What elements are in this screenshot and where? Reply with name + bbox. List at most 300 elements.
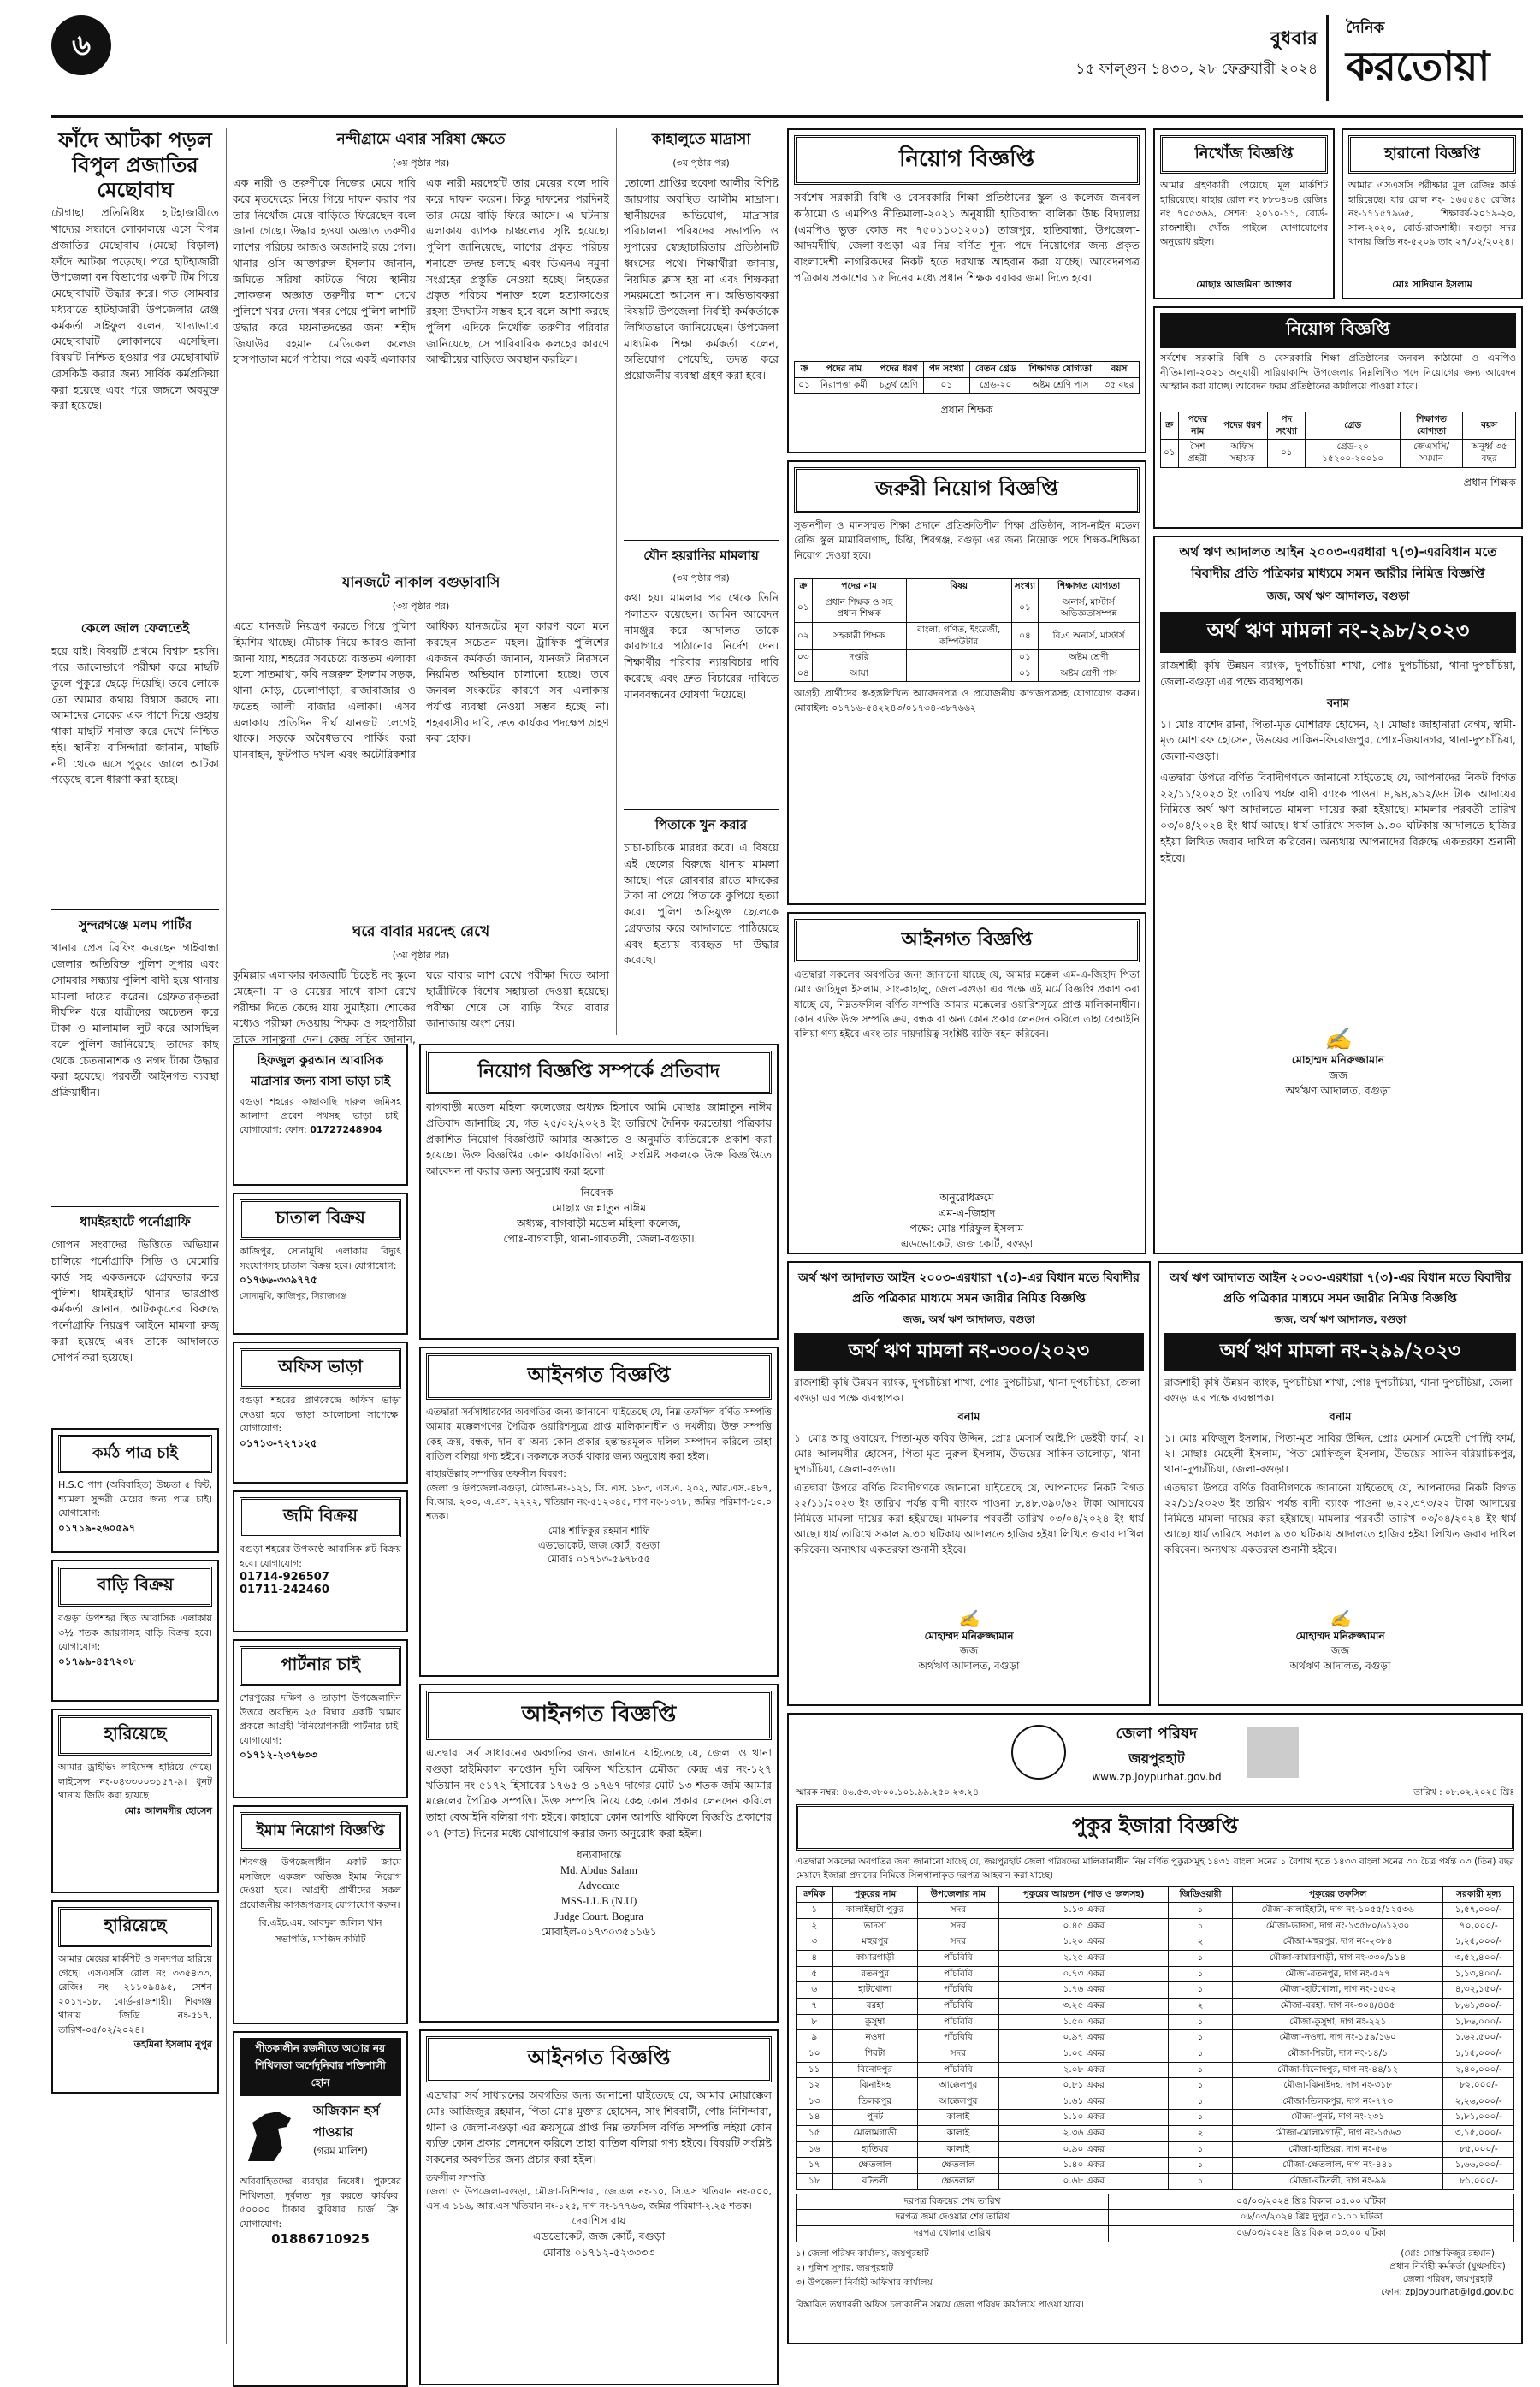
table-cell: ৬ (797, 1982, 833, 1999)
table-cell: মৌজা-হাতিয়র, দাগ নং-৫৬ (1232, 2141, 1443, 2158)
table-cell: ০১ (795, 595, 813, 622)
table-row (797, 1982, 1514, 1999)
ad-ain1: আইনগত বিজ্ঞপ্তি এতদ্বারা সকলের অবগতির জন্য জানানো যাচ্ছে যে, আমার মক্কেল এম-এ-জিহাদ পিতা মোঃ জাহিদুল ইসলাম, সাং-কাহালু, জেলা-বগুড়া এর পক্ষে এই মর্মে বিজ্ঞপ্তি প্রকাশ করা যাচ্ছে যে, নিম্নতফসিল বর্ণিত সম্পত্তি আমার মক্কেলের ওয়ারিশসূত্রে প্রাপ্ত মালিকানাধীন। কোন ব্যক্তি উক্ত সম্পত্তি ক্রয়, বন্ধক বা অন্য কোন প্রকার লেনদেন করিলে তাহা বেআইনি বলিয়া গণ্য হইবে এবং তার দায়দায়িত্ব সংশ্লিষ্ট ব্যক্তি বহন করিবেন। অনুরোধক্রমে এম-এ-জিহাদ পক্ষে: মোঃ শরিফুল ইসলাম এডভোকেট, জজ কোর্ট, বগুড়া (787, 912, 1146, 1254)
table-row (797, 2014, 1514, 2030)
table-cell: ৯ (797, 2030, 833, 2046)
table-cell: মৌজা-শিরটা, দাগ নং-১৪/১ (1232, 2046, 1443, 2062)
table-cell: ৩,৫২,৪০০/- (1443, 1951, 1514, 1967)
table-cell: ১,১৩,৪০০/- (1443, 1966, 1514, 1982)
ad-niyog-2: নিয়োগ বিজ্ঞপ্তি সর্বশেষ সরকারি বিধি ও বেসরকারি শিক্ষা প্রতিষ্ঠানের জনবল কাঠামো ও এমপিও নীতিমালা-২০২১ অনুযায়ী সারিয়াকান্দি উপজেলার নিম্নলিখিত পদে নিয়োগের জন্য আবেদন আহ্বান করা যাচ্ছে। আবেদন ফরম প্রতিষ্ঠানের কার্যালয়ে পাওয়া যাবে। ক্র পদের নাম পদের ধরণ পদ সংখ্যা গ্রেড শিক্ষাগত যোগ্যতা বয়স ০১ সৈশ প্রহরী অফিস সহায়ক ০১ গ্রেড-২০ ১৫২০০-২০০১০ জেএসসি/সমমান অনূর্ধ্ব ৩৫ বছর প্রধান শিক্ষক (1153, 306, 1523, 529)
table-cell: বি.এ অনার্স, মাস্টার্স (1039, 622, 1140, 649)
table-cell: ২ (1169, 1934, 1232, 1951)
table-cell: আক্কেলপুর (917, 2094, 998, 2110)
table-cell: অনার্স, মাস্টার্স অভিজ্ঞতাসম্পন্ন (1039, 595, 1140, 622)
table-row (797, 1998, 1514, 2014)
table-cell: ভাদসা (832, 1918, 917, 1934)
article-body: চৌগাছা প্রতিনিধিঃ হাটহাজারীতে খাদ্যের সন্ধানে লোকালয়ে এসে বিপন্ন প্রজাতির মেছোবাঘ (মেছো বিড়াল) ফাঁদে আটকা পড়েছে। পরে হাটহাজারী উপজেলা বন বিভাগের একটি টিম গিয়ে মেছোবাঘটি উদ্ধার করে। গত সোমবার মধ্যরাতে হাটহাজারী উপজেলার রেঞ্জ কর্মকর্তা সাইফুল বলেন, খাদ্যাভাবে মেছোবাঘটি লোকালয়ে এসেছিল। বিষয়টি নিশ্চিত হওয়ার পর মেছোবাঘটি রেসকিউ করার জন্য সার্বিক কর্মপ্রক্রিয়া করা হয়েছে এবং পরে জঙ্গলে অবমুক্ত করা হয়েছে। (51, 206, 219, 412)
table-cell: উপজেলার নাম (917, 1886, 998, 1903)
table-cell: বরহা (832, 1998, 917, 2014)
table-cell: পাঁচবিবি (917, 1998, 998, 2014)
table-cell: দরপত্র খোলার তারিখ (797, 2225, 1109, 2242)
table-cell: সহকারী শিক্ষক (812, 622, 906, 649)
table-cell: ১ (797, 1903, 833, 1919)
table-row (797, 2174, 1514, 2190)
table-cell: অনূর্ধ্ব ৩৫ বছর (1463, 440, 1516, 467)
newspaper-logo: দৈনিক করতোয়া (1326, 15, 1523, 101)
emblem-icon (1011, 1725, 1066, 1780)
table-cell: ৪,৩২,১৫০/- (1443, 1982, 1514, 1999)
judge-signature: ✍ (958, 1608, 980, 1629)
table-cell: ১.৭৬ একর (998, 1982, 1168, 1999)
table-cell: পদ সংখ্যা (1268, 412, 1306, 440)
table-cell: মৌজা-পুনট, দাগ নং-২৩১ (1232, 2110, 1443, 2126)
table-cell: সদর (917, 1934, 998, 1951)
table-cell: অফিস সহায়ক (1217, 440, 1267, 467)
table-cell: ১.০৫ একর (998, 2046, 1168, 2062)
table-cell: ৮ (797, 2014, 833, 2030)
table-row (795, 377, 1140, 394)
table-cell: ১ (1169, 2046, 1232, 2062)
right-ads-area (787, 128, 1523, 2344)
vacancy-table (1160, 412, 1516, 468)
table-cell: শিক্ষাগত যোগ্যতা (1022, 362, 1099, 378)
horse-icon (240, 2101, 308, 2170)
date-line: ১৫ ফাল্গুন ১৪৩০, ২৮ ফেব্রুয়ারী ২০২৪ (1075, 61, 1318, 78)
table-cell: ১ (1169, 1982, 1232, 1999)
table-cell: ১০ (797, 2046, 833, 2062)
table-cell: ১.১৩ একর (998, 1903, 1168, 1919)
table-cell: ০৫/০৩/২০২৪ খ্রিঃ বিকাল ০৫.০০ ঘটিকা (1109, 2194, 1514, 2210)
table-cell: গ্রেড (1306, 412, 1401, 440)
table-cell: ০১ (1011, 595, 1038, 622)
table-cell: ৮১,০০০/- (1443, 2174, 1514, 2190)
article-body: কুমিল্লার এলাকার কাজবাটি চিড়েষ্ট নং স্কুলে মেহেনা। মা ও মেয়ের সাথে বাসা রেখে পরীক্ষা দিতে কেন্দ্রে যায় সুমাইয়া। শোকের মধ্যেও পরীক্ষা দেওয়ায় শিক্ষক ও সহপাঠীরা তাকে সান্ত্বনা দেন। কেন্দ্র সচিব জানান, ঘরে বাবার লাশ রেখে পরীক্ষা দিতে আসা ছাত্রীটিকে বিশেষ সহায়তা দেওয়া হয়েছে। পরীক্ষা শেষে সে বাড়ি ফিরে বাবার জানাজায় অংশ নেয়। (233, 968, 609, 1045)
ad-kormo: কর্মঠ পাত্র চাই H.S.C পাশ (অবিবাহিত) উচ্চতা ৫ ফিট, শ্যামলা সুন্দরী মেয়ের জন্য পাত্র চাই। যোগাযোগ: ০১৭১৯-২৬০৫৯৭ (51, 1428, 219, 1553)
table-cell: ৩ (797, 1934, 833, 1951)
table-cell: মৌজা-কুসুম্বা, দাগ নং-২২১ (1232, 2014, 1443, 2030)
table-cell: ক্র (1161, 412, 1179, 440)
ad-hariyeche-2: হারিয়েছে আমার মেয়ের মার্কশিট ও সনদপত্র হারিয়ে গেছে। এসএসসি রোল নং ৩৩৫৪৩৩, রেজিঃ নং ২১১০৯৪৯৫, সেশন ২০১৭-১৮, বোর্ড-রাজশাহী। শিবগঞ্জ থানায় জিডি নং-৫১৭, তারিখ-০৫/০২/২০২৪। তহমিনা ইসলাম নুপুর (51, 1900, 219, 2094)
table-cell: ১,৬৬,০০০/- (1443, 2158, 1514, 2174)
table-cell: পাঁচবিবি (917, 1951, 998, 1967)
table-row (797, 2110, 1514, 2126)
table-cell: প্রধান শিক্ষক ও সহ প্রধান শিক্ষক (812, 595, 906, 622)
table-cell: মৌজা-কালাইহাটা, দাগ নং-১০৫৫/১২৫৩৬ (1232, 1903, 1443, 1919)
table-cell: ১.৫০ একর (998, 2014, 1168, 2030)
ad-jomi: জমি বিক্রয় বগুড়া শহরের উপকণ্ঠে আবাসিক প্লট বিক্রয় হবে। যোগাযোগ: 01714-926507 01711-242460 (233, 1490, 408, 1632)
table-cell: পাঁচবিবি (917, 2062, 998, 2078)
table-cell: ১১ (797, 2062, 833, 2078)
table-header-row (797, 1886, 1514, 1903)
table-cell: ৫ (797, 1966, 833, 1982)
ad-sheetkal: শীতকালীন রজনীতে অার নয় শিথিলতা অর্শেদুনিবার শক্তিশালী হোন অজিকান হর্স পাওয়ার (গরম মালিশ) অবিবাহিতদের ব্যবহার নিষেধ। পুরুষের শিথিলতা, দুর্বলতা দূর করতে কার্যকর। ৫০০০০ টাকার কুরিয়ার চার্জ ফ্রি। যোগাযোগ: 01886710925 (233, 2031, 408, 2387)
table-row (797, 1934, 1514, 1951)
table-cell: ০৪ (795, 666, 813, 682)
table-row (797, 2141, 1514, 2158)
table-row (797, 1903, 1514, 1919)
table-cell: ০১ (1161, 440, 1179, 467)
table-cell: সৈশ প্রহরী (1178, 440, 1217, 467)
table-row (797, 1918, 1514, 1934)
headline: ফাঁদে আটকা পড়ল বিপুল প্রজাতির মেছোবাঘ (58, 128, 212, 202)
ad-hariyeche-1: হারিয়েছে আমার ড্রাইভিং লাইসেন্স হারিয়ে গেছে। লাইসেন্স নং-০৪৩৩০০৩১৫৭-৯। ধুনট থানায় জিডি করা হয়েছে। মোঃ আলমগীর হোসেন (51, 1709, 219, 1893)
table-cell: আক্কেলপুর (917, 2078, 998, 2094)
table-cell: ১.২০ একর (998, 1934, 1168, 1951)
table-cell: পুকুরের আয়তন (পাড় ও জলসহ) (998, 1886, 1168, 1903)
table-row (795, 622, 1140, 649)
list-item: ৩) উপজেলা নির্বাহী অফিসার কার্যালয় (796, 2277, 933, 2288)
table-cell: পাঁচবিবি (917, 2014, 998, 2030)
table-cell: অষ্টম শ্রেণি পাস (1022, 377, 1099, 394)
table-cell: জিডিওয়ারী (1169, 1886, 1232, 1903)
table-row (797, 2158, 1514, 2174)
table-row (797, 2210, 1514, 2226)
table-cell: ১ (1169, 2030, 1232, 2046)
table-cell: হাতিয়র (832, 2141, 917, 2158)
table-row (797, 2030, 1514, 2046)
table-row (795, 666, 1140, 682)
table-row (797, 2062, 1514, 2078)
table-cell (906, 595, 1011, 622)
table-cell: ১৫ (797, 2126, 833, 2142)
article-body: খানার প্রেস ব্রিফিং করেছেন গাইবান্ধা জেলার অতিরিক্ত পুলিশ সুপার এবং সোমবার সন্ধ্যায় পুলিশ বাদী হয়ে থানায় মামলা দায়ের করেন। গ্রেফতারকৃতরা দীর্ঘদিন ধরে যাত্রীদের অচেতন করে টাকা ও মালামাল লুট করে আসছিল বলে পুলিশ জানিয়েছে। তাদের কাছ থেকে চেতনানাশক ও নগদ টাকা উদ্ধার করা হয়েছে। পরবর্তী আইনগত ব্যবস্থা প্রক্রিয়াধীন। (51, 941, 219, 1099)
table-cell: মৌজা-ক্ষেতলাল, দাগ নং-৪৪১ (1232, 2158, 1443, 2174)
table-cell: ঝিনাইদহ (832, 2078, 917, 2094)
article-body: এক নারী ও তরুণীকে নিজের মেয়ে দাবি করে মৃতদেহের নিয়ে গিয়ে দাফন করার পর তার নিখোঁজ মেয়ে বাড়িতে ফিরেছেন বলে জানা গেছে। উদ্ধার হওয়া অজ্ঞাত তরুণীর লাশের পরিচয় আজও অজানাই রয়ে গেল। থানার ওসি আক্তারুল ইসলাম জানান, জমিতে সরিষা কাটতে গিয়ে স্থানীয় লোকজন অজ্ঞাত তরুণীর লাশ দেখে পুলিশে খবর দেন। খবর পেয়ে পুলিশ লাশটি উদ্ধার করে ময়নাতদন্তের জন্য শহীদ জিয়াউর রহমান মেডিকেল কলেজ হাসপাতাল মর্গে পাঠায়। পরে একই এলাকার এক নারী মরদেহটি তার মেয়ের বলে দাবি করে দাফন করেন। কিন্তু দাফনের পরদিনই তার মেয়ে বাড়ি ফিরে আসে। এ ঘটনায় এলাকায় ব্যাপক চাঞ্চল্যের সৃষ্টি হয়েছে। পুলিশ জানিয়েছে, লাশের প্রকৃত পরিচয় শনাক্তে তদন্ত চলছে এবং ডিএনএ নমুনা সংগ্রহের প্রস্তুতি নেওয়া হচ্ছে। নিহতের প্রকৃত পরিচয় শনাক্ত হলে হত্যাকাণ্ডের রহস্য উদঘাটন সম্ভব হবে বলে আশা করছে পুলিশ। এদিকে নিখোঁজ তরুণীর পরিবার জানিয়েছে, সে পারিবারিক কলহের কারণে আত্মীয়ের বাড়িতে অবস্থান করছিল। (233, 176, 609, 366)
pond-table (796, 1886, 1514, 2190)
table-cell: ৩.২৫ একর (998, 1998, 1168, 2014)
table-cell: সংখ্যা (1011, 579, 1038, 595)
ad-pukur-izara: জেলা পরিষদ জয়পুরহাট www.zp.joypurhat.gov.bd স্মারক নম্বর: ৪৬.৫৩.৩৮০০.১০১.৯৯.২৫০.২৩.২৪ তারিখ : ০৮.০২.২০২৪ খ্রিঃ পুকুর ইজারা বিজ্ঞপ্তি এতদ্বারা সকলের অবগতির জন্য জানানো যাচ্ছে যে, জয়পুরহাট জেলা পরিষদের মালিকানাধীন নিম্ন বর্ণিত পুকুরসমূহ ১৪৩১ বাংলা সনের ১ বৈশাখ হতে ১৪৩৩ বাংলা সনের ৩০ চৈত্র পর্যন্ত ০৩ (তিন) বছর মেয়াদে ইজারা প্রদানের নিমিত্তে সিলগালাকৃত দরপত্র আহবান করা যাচ্ছে। ক্রমিক পুকুরের নাম উপজেলার নাম পুকুরের আয়তন (পাড় ও জলসহ) জিডিওয়ারী পুকুরের তফসিল সরকারী মূল্য ১ কালাইহাটা পুকুর সদর ১.১৩ একর ১ মৌজা-কালাইহাটা, দাগ নং-১০৫৫/১২৫৩৬ ১,৫৭,০০০/- ২ ভাদসা সদর ০.৪৫ একর ১ মৌজা-ভাদসা, দাগ নং-১৩৫৮০/৬১২৩০ ৭০,০০০/- ৩ মহুরপুর সদর ১.২০ একর ২ মৌজা-মহুরপুর, দাগ নং-২৩৮৪ ১,২৫,০০০/- ৪ কামারগাড়ী পাঁচবিবি ২.২৫ একর ১ মৌজা-কামারগাড়ী, দাগ নং-৩৩০/১১৪ ৩,৫২,৪০০/- ৫ রতনপুর পাঁচবিবি ০.৭৩ একর ১ মৌজা-রতনপুর, দাগ নং-৫২৭ ১,১৩,৪০০/- ৬ হাটখোলা পাঁচবিবি ১.৭৬ একর ১ মৌজা-হাটখোলা, দাগ নং-১৫৩২ ৪,৩২,১৫০/- ৭ বরহা পাঁচবিবি ৩.২৫ একর ২ মৌজা-বরহা, দাগ নং-৩০৪/৪৪৫ ৮,৬১,৩০০/- ৮ কুসুম্বা পাঁচবিবি ১.৫০ একর ১ মৌজা-কুসুম্বা, দাগ নং-২২১ ১,৮৬,০০০/- ৯ নওদা পাঁচবিবি ০.৯৭ একর ১ মৌজা-নওদা, দাগ নং-১৫৯/১৬০ ১,৬২,৫০০/- ১০ শিরটা সদর ১.০৫ একর ১ মৌজা-শিরটা, দাগ নং-১৪/১ ১,১৫,০০০/- ১১ বিনোদপুর পাঁচবিবি ২.০৮ একর ১ মৌজা-বিনোদপুর, দাগ নং-৪৪/১২ ২,৪০,০০০/- ১২ ঝিনাইদহ আক্কেলপুর ০.৮১ একর ১ মৌজা-ঝিনাইদহ, দাগ নং-৩১৮ ৮২,০০০/- ১৩ তিলকপুর আক্কেলপুর ১.৬১ একর ১ মৌজা-তিলকপুর, দাগ নং-৭৭৩ ২,২৬,০০০/- ১৪ পুনট কালাই ১.১০ একর ১ মৌজা-পুনট, দাগ নং-২৩১ ১,৮১,০০০/- ১৫ মোলামগাড়ী কালাই ২.৩৬ একর ২ মৌজা-মোলামগাড়ী, দাগ নং-১৫৬৩ ৩,১৫,০০০/- ১৬ হাতিয়র কালাই ০.৯০ একর ১ মৌজা-হাতিয়র, দাগ নং-৫৬ ৮৫,০০০/- ১৭ ক্ষেতলাল ক্ষেতলাল ১.৪০ একর ১ মৌজা-ক্ষেতলাল, দাগ নং-৪৪১ ১,৬৬,০০০/- ১৮ বটতলী ক্ষেতলাল ০.৬৮ একর ১ মৌজা-বটতলী, দাগ নং-৯৯ ৮১,০০০/- দরপত্র বিক্রয়ের শেষ তারিখ ০৫/০৩/২০২৪ খ্রিঃ বিকাল ০৫.০০ ঘটিকা দরপত্র জমা দেওয়ার শেষ তারিখ ০৬/০৩/২০২৪ খ্রিঃ দুপুর ০১.০০ ঘটিকা দরপত্র খোলার তারিখ ০৬/০৩/২০২৪ খ্রিঃ বিকাল ০৩.০০ ঘটিকা ১) জেলা পরিষদ কার্যালয়, জয়পুরহাট ২) পুলিশ সুপার, জয়পুরহাট ৩) উপজেলা নির্বাহী অফিসার কার্যালয় (মোঃ মোস্তাফিজুর রহমান) প্রধান নির্বাহী কর্মকর্তা (যুগ্মসচিব) জেলা পরিষদ, জয়পুরহাট ফোন: zpjoypurhat@lgd.gov.bd বিস্তারিত তথ্যাবলী অফিস চলাকালীন সময়ে জেলা পরিষদ কার্যালয়ে পাওয়া যাবে। (787, 1713, 1523, 2344)
table-cell: ৮,৬১,৩০০/- (1443, 1998, 1514, 2014)
headline: কেলে জাল ফেলতেই (80, 620, 190, 637)
table-cell: ১ (1169, 2158, 1232, 2174)
ad-imam: ইমাম নিয়োগ বিজ্ঞপ্তি শিবগঞ্জ উপজেলাধীন একটি জামে মসজিদে একজন অভিজ্ঞ ইমাম নিয়োগ দেওয়া হবে। আগ্রহী প্রার্থীদের সকল প্রয়োজনীয় কাগজপত্রসহ যোগাযোগ করুন। বি.এইচ.এম. আবদুল জলিল খান সভাপতি, মসজিদ কমিটি (233, 1805, 408, 2024)
table-cell (906, 650, 1011, 666)
small-ads-column (233, 1044, 408, 2344)
continued-from: (৩য় পৃষ্ঠার পর) (392, 950, 450, 961)
continued-from: (৩য় পৃষ্ঠার পর) (392, 601, 450, 612)
table-cell: ০.৮১ একর (998, 2078, 1168, 2094)
table-cell: কুসুম্বা (832, 2014, 917, 2030)
table-cell: হাটখোলা (832, 1982, 917, 1999)
article-body: হয়ে যাই। বিষয়টি প্রথমে বিশ্বাস হয়নি। পরে জালেভাগে পরীক্ষা করে মাছটি তুলে পুকুরে ছেড়ে দিয়েছি। তবে লোকে তো আমার কথায় বিশ্বাস করছে না। আমাদের লেকের এক পাশে দিয়ে গুহায় থাকা মাছটি শনাক্ত করে দেখে নিশ্চিত হই। স্থানীয় বাসিন্দারা জানান, মাছটি নদী থেকে এসে পুকুরে জালে আটকা পড়েছে বলে ধারণা করা হচ্ছে। (51, 644, 219, 786)
table-cell: ৮৫,০০০/- (1443, 2141, 1514, 2158)
table-cell: মোলামগাড়ী (832, 2126, 917, 2142)
table-cell: গ্রেড-২০ ১৫২০০-২০০১০ (1306, 440, 1401, 467)
table-cell: ০৩ (795, 650, 813, 666)
news-column-3 (616, 128, 779, 1035)
table-cell: ৩,১৫,০০০/- (1443, 2126, 1514, 2142)
table-cell: ২.০৮ একর (998, 2062, 1168, 2078)
table-cell: ১ (1169, 1966, 1232, 1982)
headline: কাহালুতে মাদ্রাসা (651, 131, 751, 148)
table-row (797, 1951, 1514, 1967)
vacancy-table (794, 578, 1140, 682)
table-cell: মৌজা-রতনপুর, দাগ নং-৫২৭ (1232, 1966, 1443, 1982)
table-cell: বটতলী (832, 2174, 917, 2190)
table-row (797, 2194, 1514, 2210)
table-cell: মৌজা-বিনোদপুর, দাগ নং-৪৪/১২ (1232, 2062, 1443, 2078)
ad-protibad: নিয়োগ বিজ্ঞপ্তি সম্পর্কে প্রতিবাদ বাগবাড়ী মডেল মহিলা কলেজের অধ্যক্ষ হিসাবে আমি মোছাঃ জান্নাতুন নাঈম প্রতিবাদ জানাচ্ছি যে, গত ২৫/০২/২০২৪ ইং তারিখে দৈনিক করতোয়া পত্রিকায় প্রকাশিত নিয়োগ বিজ্ঞপ্তিটি আমার অজ্ঞাতে ও অনুমতি ব্যতিরেকে প্রকাশ করা হয়েছে। উক্ত বিজ্ঞপ্তির কোন কার্যকারিতা নাই। সংশ্লিষ্ট সকলকে উক্ত বিজ্ঞপ্তিতে আবেদন না করার জন্য অনুরোধ করা হলো। নিবেদক- মোছাঃ জান্নাতুন নাঈম অধ্যক্ষ, বাগবাড়ী মডেল মহিলা কলেজ, পোঃ-বাগবাড়ী, থানা-গাবতলী, জেলা-বগুড়া। (419, 1044, 779, 1340)
table-row (1161, 440, 1516, 467)
table-cell: সরকারী মূল্য (1443, 1886, 1514, 1903)
table-cell: পদের নাম (1178, 412, 1217, 440)
table-cell: পুকুরের তফসিল (1232, 1886, 1443, 1903)
table-cell: সদর (917, 2046, 998, 2062)
table-header-row (1161, 412, 1516, 440)
article-body: এতে যানজট নিয়ন্ত্রণ করতে গিয়ে পুলিশ হিমশিম খাচ্ছে। মৌচাক নিয়ে আরও জানা জানা যায়, শহরের সবচেয়ে ব্যস্ততম এলাকা হলো সাতমাথা, কবি নজরুল ইসলাম সড়ক, থানা মোড়, চেলোপাড়া, রাজাবাজার ও ফতেহ আলী বাজার এলাকা। এসব এলাকায় প্রতিদিন দীর্ঘ যানজট লেগেই থাকে। সড়কে অবৈধভাবে পার্কিং করা যানবাহন, ফুটপাত দখল এবং অটোরিকশার আধিক্য যানজটের মূল কারণ বলে মনে করছেন সচেতন মহল। ট্রাফিক পুলিশের একজন কর্মকর্তা জানান, যানজট নিরসনে নিয়মিত অভিযান চালানো হচ্ছে। তবে জনবল সংকটের কারণে সব এলাকায় পর্যাপ্ত ব্যবস্থা নেওয়া সম্ভব হচ্ছে না। শহরবাসীর দাবি, দ্রুত কার্যকর পদক্ষেপ গ্রহণ করা হোক। (233, 619, 609, 761)
weekday: বুধবার (1270, 28, 1318, 50)
table-cell: ১ (1169, 2094, 1232, 2110)
masthead (51, 15, 1523, 118)
table-row (797, 2126, 1514, 2142)
table-cell: ২ (797, 1918, 833, 1934)
headline: ধামইরহাটে পর্নোগ্রাফি (80, 1214, 191, 1230)
table-cell: পাঁচবিবি (917, 2030, 998, 2046)
table-cell: ১ (1169, 2141, 1232, 2158)
table-header-row (795, 579, 1140, 595)
table-row (797, 2046, 1514, 2062)
table-cell: ০৪ (1011, 622, 1038, 649)
judge-signature: ✍ (1324, 1026, 1353, 1052)
table-cell: মৌজা-হাটখোলা, দাগ নং-১৫৩২ (1232, 1982, 1443, 1999)
ad-court-299: অর্থ ঋণ আদালত আইন ২০০৩-এরধারা ৭(৩)-এর বিধান মতে বিবাদীর প্রতি পত্রিকার মাধ্যমে সমন জারীর নিমিত্ত বিজ্ঞপ্তি জজ, অর্থ ঋণ আদালত, বগুড়া অর্থ ঋণ মামলা নং-২৯৯/২০২৩ রাজশাহী কৃষি উন্নয়ন ব্যাংক, দুপচাঁচিয়া শাখা, পোঃ দুপচাঁচিয়া, থানা-দুপচাঁচিয়া, জেলা-বগুড়া এর পক্ষে ব্যবস্থাপক। বনাম ১। মোঃ মফিজুল ইসলাম, পিতা-মৃত সাবির উদ্দিন, প্রোঃ মেসার্স মেহেদী পোল্ট্রি ফার্ম, ২। মোছাঃ মেহেলী ইসলাম, পিতা-মোফিজুল ইসলাম, উভয়ের সাকিন-বরিয়াচিকপুর, থানা-দুপচাঁচিয়া, জেলা-বগুড়া। এতদ্বারা উপরে বর্ণিত বিবাদীগণকে জানানো যাইতেছে যে, আপনাদের নিকট বিগত ২২/১১/২০২৩ ইং তারিখ পর্যন্ত বাদী ব্যাংক পাওনা ৬,২২,৩৭৩/২২ টাকা আদায়ের নিমিত্তে মামলা দায়ের করা হইয়াছে। মামলার পরবর্তী তারিখ ০৩/০৪/২০২৪ ইং ধার্য আছে। ধার্য তারিখে সকাল ৯.৩০ ঘটিকায় আদালতে হাজির হইয়া লিখিত জবাব দাখিল করিবেন। অন্যথায় একতরফা শুনানী হইবে। ✍ মোহাম্মদ মনিরুজ্জামান জজ অর্থঋণ আদালত, বগুড়া (1158, 1261, 1523, 1706)
table-cell: ০১ (1268, 440, 1306, 467)
table-cell: ১৬ (797, 2141, 833, 2158)
table-cell: ক্র (795, 579, 813, 595)
table-cell: ৭০,০০০/- (1443, 1918, 1514, 1934)
table-cell: ১ (1169, 1903, 1232, 1919)
table-cell: ১৪ (797, 2110, 833, 2126)
continued-from: (৩য় পৃষ্ঠার পর) (672, 572, 730, 583)
table-cell: ২ (1169, 1998, 1232, 2014)
table-cell: নওদা (832, 2030, 917, 2046)
table-cell: বাংলা, গণিত, ইংরেজী, কম্পিউটার (906, 622, 1011, 649)
ad-partner: পার্টনার চাই শেরপুরের দক্ষিণ ও তাড়াশ উপজেলাদিন উত্তরে অবস্থিত ২৫ বিঘার একটি খামার প্রকল্পে আগ্রহী বিনিয়োগকারী পার্টনার চাই। যোগাযোগ: ০১৭১২-২৩৭৬৩৩ (233, 1639, 408, 1798)
table-cell: দরপত্র জমা দেওয়ার শেষ তারিখ (797, 2210, 1109, 2226)
table-cell: মৌজা-বটতলী, দাগ নং-৯৯ (1232, 2174, 1443, 2190)
table-cell: ২ (1169, 2126, 1232, 2142)
table-cell: ০.৯৭ একর (998, 2030, 1168, 2046)
table-cell (906, 666, 1011, 682)
table-cell: ১৩ (797, 2094, 833, 2110)
table-cell: ১.১০ একর (998, 2110, 1168, 2126)
table-cell: ২.২৫ একর (998, 1951, 1168, 1967)
table-cell: রতনপুর (832, 1966, 917, 1982)
table-cell: ১ (1169, 1951, 1232, 1967)
table-row (797, 2078, 1514, 2094)
schedule-table (796, 2194, 1514, 2242)
news-column-1 (51, 128, 227, 2344)
table-cell: ১,৮৬,০০০/- (1443, 2014, 1514, 2030)
table-cell: ১,৫৭,০০০/- (1443, 1903, 1514, 1919)
table-cell: ১৮ (797, 2174, 833, 2190)
table-cell: ক্ষেতলাল (832, 2158, 917, 2174)
table-cell: ০.৪৫ একর (998, 1918, 1168, 1934)
table-cell: শিক্ষাগত যোগ্যতা (1039, 579, 1140, 595)
table-cell: কালাই (917, 2110, 998, 2126)
table-cell: ০.৬৮ একর (998, 2174, 1168, 2190)
continued-from: (৩য় পৃষ্ঠার পর) (672, 157, 730, 169)
table-cell: শিরটা (832, 2046, 917, 2062)
table-cell: বিনোদপুর (832, 2062, 917, 2078)
table-cell: আয়া (812, 666, 906, 682)
table-cell: কামারগাড়ী (832, 1951, 917, 1967)
table-cell: কালাইহাটা পুকুর (832, 1903, 917, 1919)
continued-from: (৩য় পৃষ্ঠার পর) (392, 157, 450, 169)
table-cell: চতুর্থ শ্রেণি (874, 377, 923, 394)
portrait-icon (1247, 1727, 1299, 1778)
table-cell: পুকুরের নাম (832, 1886, 917, 1903)
table-cell: ২.৩৬ একর (998, 2126, 1168, 2142)
table-cell: বেতন গ্রেড (969, 362, 1022, 378)
ad-bari: বাড়ি বিক্রয় বগুড়া উপশহর স্থিত আবাসিক এলাকায় ৩½ শতক জায়গাসহ বাড়ি বিক্রয় হবে। যোগাযোগ: ০১৭৯৯-৪৫৭২০৮ (51, 1560, 219, 1702)
table-cell: ১ (1169, 2078, 1232, 2094)
judge-signature: ✍ (1330, 1608, 1351, 1629)
table-cell: পদের নাম (812, 579, 906, 595)
table-cell: ১২ (797, 2078, 833, 2094)
ad-hefzul: হিফজুল কুরআন আবাসিক মাদ্রাসার জন্য বাসা ভাড়া চাই বগুড়া শহরের কাছাকাছি দারুল জমিসহ আলাদা প্রবেশ পথসহ ভাড়া চাই। যোগাযোগ: ফোন: 01727248904 (233, 1044, 408, 1186)
news-kele (51, 619, 219, 904)
table-cell: ২,৪০,০০০/- (1443, 2062, 1514, 2078)
table-cell: পদের ধরণ (874, 362, 923, 378)
table-cell: ১.৪০ একর (998, 2158, 1168, 2174)
headline: যানজটে নাকাল বগুড়াবাসি (341, 574, 500, 591)
news-sundar (51, 915, 219, 1201)
table-cell: মহুরপুর (832, 1934, 917, 1951)
table-cell: ০১ (1011, 666, 1038, 682)
table-cell: অষ্টম শ্রেণী পাস (1039, 666, 1140, 682)
table-cell: পদ সংখ্যা (924, 362, 969, 378)
table-cell: মৌজা-মহুরপুর, দাগ নং-২৩৮৪ (1232, 1934, 1443, 1951)
table-cell: ০১ (1011, 650, 1038, 666)
list-item: ১) জেলা পরিষদ কার্যালয়, জয়পুরহাট (796, 2248, 929, 2259)
table-cell: দরপত্র বিক্রয়ের শেষ তারিখ (797, 2194, 1109, 2210)
table-cell: ১.৬১ একর (998, 2094, 1168, 2110)
table-cell: ২,২৬,০০০/- (1443, 2094, 1514, 2110)
table-cell: ০১ (924, 377, 969, 394)
ad-nikhoj: নিখোঁজ বিজ্ঞপ্তি আমার গ্রহণকারী পেয়েছে মূল মার্কশিট হারিয়েছে। যাহার রোল নং ৮৮৩৪৩৪ রেজিঃ নং ৭০৫৩৬৯, সেশন: ২০১০-১১, বোর্ড-রাজশাহী। খোঁজ পাইলে যোগাযোগের অনুরোধ রইল। মোছাঃ আজমিনা আক্তার (1153, 128, 1335, 299)
table-cell: বয়স (1463, 412, 1516, 440)
headline: নন্দীগ্রামে এবার সরিষা ক্ষেতে (336, 131, 506, 148)
table-cell: মৌজা-তিলকপুর, দাগ নং-৭৭৩ (1232, 2094, 1443, 2110)
headline: পিতাকে খুন করার (654, 817, 748, 832)
table-cell: মৌজা-বরহা, দাগ নং-৩০৪/৪৪৫ (1232, 1998, 1443, 2014)
page-number-badge: ৬ (51, 15, 111, 75)
table-cell: ৮২,০০০/- (1443, 2078, 1514, 2094)
table-cell: ১,১৫,০০০/- (1443, 2046, 1514, 2062)
table-cell: ০৬/০৩/২০২৪ খ্রিঃ বিকাল ০৩.০০ ঘটিকা (1109, 2225, 1514, 2242)
news-dhamoir (51, 1212, 219, 1421)
table-cell: পদের নাম (814, 362, 874, 378)
table-cell: ১ (1169, 2110, 1232, 2126)
ad-court-300: অর্থ ঋণ আদালত আইন ২০০৩-এরধারা ৭(৩)-এর বিধান মতে বিবাদীর প্রতি পত্রিকার মাধ্যমে সমন জারীর নিমিত্ত বিজ্ঞপ্তি জজ, অর্থ ঋণ আদালত, বগুড়া অর্থ ঋণ মামলা নং-৩০০/২০২৩ রাজশাহী কৃষি উন্নয়ন ব্যাংক, দুপচাঁচিয়া শাখা, পোঃ দুপচাঁচিয়া, থানা-দুপচাঁচিয়া, জেলা-বগুড়া এর পক্ষে ব্যবস্থাপক। বনাম ১। মোঃ আবু ওবায়েদ, পিতা-মৃত কবির উদ্দিন, প্রোঃ মেসার্স আই.পি ডেইরী ফার্ম, ২। মোঃ আলমগীর হোসেন, পিতা-মৃত নুরুল ইসলাম, উভয়ের সাকিন-তালোড়া, থানা-দুপচাঁচিয়া, জেলা-বগুড়া। এতদ্বারা উপরে বর্ণিত বিবাদীগণকে জানানো যাইতেছে যে, আপনাদের নিকট বিগত ২২/১১/২০২৩ ইং তারিখ পর্যন্ত বাদী ব্যাংক পাওনা ৮,৪৮,৩৯০/৬২ টাকা আদায়ের নিমিত্তে মামলা দায়ের করা হইয়াছে। মামলার পরবর্তী তারিখ ০৩/০৪/২০২৪ ইং ধার্য আছে। ধার্য তারিখে সকাল ৯.৩০ ঘটিকায় আদালতে হাজির হইয়া লিখিত জবাব দাখিল করিবেন। অন্যথায় একতরফা শুনানী হইবে। ✍ মোহাম্মদ মনিরুজ্জামান জজ অর্থঋণ আদালত, বগুড়া (787, 1261, 1151, 1706)
table-cell: ০.৭৩ একর (998, 1966, 1168, 1982)
table-header-row (795, 362, 1140, 378)
table-cell: ৭ (797, 1998, 833, 2014)
table-cell: ১ (1169, 2174, 1232, 2190)
table-cell: ১ (1169, 2014, 1232, 2030)
table-cell: অষ্টম শ্রেণী (1039, 650, 1140, 666)
table-cell: ০.৯০ একর (998, 2141, 1168, 2158)
table-cell: জেএসসি/সমমান (1400, 440, 1462, 467)
table-cell: মৌজা-কামারগাড়ী, দাগ নং-৩৩০/১১৪ (1232, 1951, 1443, 1967)
table-cell: শিক্ষাগত যোগ্যতা (1400, 412, 1462, 440)
ad-ain6: আইনগত বিজ্ঞপ্তি এতদ্বারা সর্ব সাধারনের অবগতির জন্য জানানো যাইতেছে যে, জেলা ও থানা বগুড়া হাইমিকাল কাপ্তোন দুলি অফিস খতিয়ান মেৌজা কেন্দ্র এর নং-১২৭ খতিয়ান নং-৫১৭২ হিসাবের ১৭৬৫ ও ১৭৬৭ দাগের মোট ১৩ শতক জমি আমার মক্কেলের পৈত্রিক সম্পত্তি। উক্ত সম্পত্তি নিয়ে কেহ কোন প্রকার লেনদেন করিলে তাহা বেআইনি বলিয়া গণ্য হইবে। কাহারো কোন আপত্তি থাকিলে বিজ্ঞপ্তি প্রকাশের ০৭ (সাত) দিনের মধ্যে যোগাযোগ করার জন্য অনুরোধ করা হইল। ধন্যবাদান্তে Md. Abdus Salam Advocate MSS-LL.B (N.U) Judge Court. Bogura মোবাইল-০১৭৩০৩৫১১৬১ (419, 1684, 779, 2023)
table-cell: মৌজা-মোলামগাড়ী, দাগ নং-১৫৬৩ (1232, 2126, 1443, 2142)
table-cell: পাঁচবিবি (917, 1982, 998, 1999)
table-cell: ১,৮১,০০০/- (1443, 2110, 1514, 2126)
table-cell: বিষয় (906, 579, 1011, 595)
article-body: কথা হয়। মামলার পর থেকে তিনি পলাতক রয়েছেন। জামিন আবেদন নামঞ্জুর করে আদালত তাকে কারাগারে পাঠানোর নির্দেশ দেন। শিক্ষার্থীর পরিবার ন্যায়বিচার দাবি করেছে এবং দ্রুত বিচারের দাবিতে মানববন্ধনের ঘোষণা দিয়েছে। (624, 591, 779, 701)
table-cell: কালাই (917, 2141, 998, 2158)
table-cell: সদর (917, 1903, 998, 1919)
ad-ain5: আইনগত বিজ্ঞপ্তি এতদ্বারা সর্বসাধারণের অবগতির জন্য জানানো যাইতেছে যে, নিম্ন তফসিল বর্ণিত সম্পত্তি আমার মক্কেলগণের পৈত্রিক ওয়ারিশসূত্রে প্রাপ্ত মালিকানাধীন ও দখলীয়। উক্ত সম্পত্তি কেহ ক্রয়, বন্ধক, দান বা অন্য কোন প্রকার হস্তান্তরমূলক দলিল সম্পাদন করিলে তাহা বাতিল বলিয়া গণ্য হইবে। সকলকে সতর্ক থাকার জন্য অনুরোধ করা হইল। বাহারউল্লাহ সম্পত্তির তফসীল বিবরণ: জেলা ও উপজেলা-বগুড়া, মৌজা-নং-১২১, সি. এস. ১৮৩, এস.এ. ২০২, আর.এস.-৪৮৭, বি.আর. ২০০, এ.এস. ২২২২, খতিয়ান নং-৫১২৩৪৫, দাগ নং-১৩৭৮, জমির পরিমাণ-১০.০ শতক। মোঃ শাফিকুর রহমান শাফি এডভোকেট, জজ কোর্ট, বগুড়া মোবাঃ ০১৭১৩-৫৬৭৮৫৫ (419, 1347, 779, 1677)
table-cell: পুনট (832, 2110, 917, 2126)
table-cell: ০১ (795, 377, 814, 394)
table-cell: ৩৫ বছর (1099, 377, 1139, 394)
table-cell: ক্ষেতলাল (917, 2158, 998, 2174)
list-item: ২) পুলিশ সুপার, জয়পুরহাট (796, 2262, 894, 2273)
headline: ঘরে বাবার মরদেহ রেখে (352, 923, 490, 940)
ad-harano: হারানো বিজ্ঞপ্তি আমার এসএসসি পরীক্ষার মূল রেজিঃ কার্ড হারিয়েছে। যার রোল নং- ১৬৫৫৪৫ রেজিঃ নং-১৭১৫৭৯৬৫, শিক্ষাবর্ষ-২০১৯-২০, সাল-২০২০, বোর্ড-রাজশাহী। বগুড়া সদর থানায় জিডি নং-৫২০৯ তাং ২৭/০২/২০২৪। মোঃ সাদিয়ান ইসলাম (1342, 128, 1523, 299)
table-cell: নিরাপত্তা কর্মী (814, 377, 874, 394)
table-row (795, 650, 1140, 666)
table-cell: মৌজা-নওদা, দাগ নং-১৫৯/১৬০ (1232, 2030, 1443, 2046)
legal-ads-column-mid (419, 1044, 779, 2344)
table-row (795, 595, 1140, 622)
table-cell: ০২ (795, 622, 813, 649)
article-body: চাচা-চাচিকে মারধর করে। এ বিষয়ে এই ছেলের বিরুদ্ধে থানায় মামলা আছে। পরে রোববার রাতে মাদকের টাকা না পেয়ে পিতাকে কুপিয়ে হত্যা করে। পুলিশ অভিযুক্ত ছেলেকে গ্রেফতার করে আদালতে পাঠিয়েছে এবং হত্যায় ব্যবহৃত দা উদ্ধার করেছে। (624, 841, 779, 967)
news-fande (51, 128, 219, 607)
table-cell: কালাই (917, 2126, 998, 2142)
ad-office: অফিস ভাড়া বগুড়া শহরের প্রাণকেন্দ্রে অফিস ভাড়া দেওয়া হবে। ভাড়া আলোচনা সাপেক্ষে। যোগাযোগ: ০১৭১৩-৭২৭১২৫ (233, 1342, 408, 1484)
table-row (797, 1966, 1514, 1982)
table-row (797, 2094, 1514, 2110)
ad-ain7: আইনগত বিজ্ঞপ্তি এতদ্বারা সর্ব সাধারনের অবগতির জন্য জানানো যাইতেছে যে, আমার মোয়াক্কেল মোঃ আজিজুর রহমান, পিতা-মোঃ মুক্তার হোসেন, সাং-শিববাটী, পোঃ-নিশিন্দারা, থানা ও জেলা-বগুড়া এর ক্রয়সূত্রে প্রাপ্ত নিম্ন তফসিল বর্ণিত সম্পত্তি লইয়া কোন ব্যক্তি কোন প্রকার লেনদেন করিলে তাহা বাতিল বলিয়া গণ্য হইবে। বিষয়টি সংশ্লিষ্ট সকলের অবগতির জন্য প্রচার করা হইল। তফসীল সম্পত্তি জেলা ও উপজেলা-বগুড়া, মৌজা-নিশিন্দারা, জে.এল নং-১০, সি.এস খতিয়ান নং-৫০০, এস.এ ১১৬, আর.এস খতিয়ান নং-১২৫, দাগ নং-১৭৭৬৩, জমির পরিমাণ-২.২৫ শতক। দেবাশিস রায় এডভোকেট, জজ কোর্ট, বগুড়া মোবাঃ ০১৭১২-৫২৩৩৩৩ (419, 2029, 779, 2385)
headline: সুন্দরগঞ্জে মলম পার্টির (78, 917, 192, 933)
table-cell: ৪ (797, 1951, 833, 1967)
table-cell: ১ (1169, 1918, 1232, 1934)
table-cell: ১ (1169, 2062, 1232, 2078)
table-cell: ক্রমিক (797, 1886, 833, 1903)
table-cell: সদর (917, 1918, 998, 1934)
table-cell: ১,৬২,৫০০/- (1443, 2030, 1514, 2046)
ad-niyog-1: নিয়োগ বিজ্ঞপ্তি সর্বশেষ সরকারী বিধি ও বেসরকারি শিক্ষা প্রতিষ্ঠানের স্কুল ও কলেজ জনবল কাঠামো ও এমপিও নীতিমালা-২০২১ অনুযায়ী হাতিবান্ধা বালিকা উচ্চ বিদ্যালয় (এমপিও ভুক্ত কোড নং ৭৫০১১০১২০১) তাজপুর, হাতিবান্ধা, উপজেলা-আদমদীঘি, জেলা-বগুড়া এর নিম্ন বর্ণিত শূন্য পদে নিয়োগের জন্য প্রকৃত বাংলাদেশী নাগরিকদের নিকট হতে দরখাস্ত আহবান করা যাচ্ছে। আবেদনপত্র পত্রিকায় প্রকাশের ১৫ দিনের মধ্যে প্রধান শিক্ষক বরাবর জমা দিতে হবে। ক্র পদের নাম পদের ধরণ পদ সংখ্যা বেতন গ্রেড শিক্ষাগত যোগ্যতা বয়স ০১ নিরাপত্তা কর্মী চতুর্থ শ্রেণি ০১ গ্রেড-২০ অষ্টম শ্রেণি পাস ৩৫ বছর প্রধান শিক্ষক (787, 128, 1146, 453)
headline: যৌন হয়রানির মামলায় (643, 548, 759, 563)
ad-joruri: জরুরী নিয়োগ বিজ্ঞপ্তি সুজনশীল ও মানসম্মত শিক্ষা প্রদানে প্রতিশ্রুতিশীল শিক্ষা প্রতিষ্ঠান, সাস-নাইন মডেল রেজি স্কুল মামাবিলগাছ, চিশ্তি, শিবগঞ্জ, বগুড়া এর জন্য নিম্নোক্ত পদে শিক্ষক-শিক্ষিকা নিয়োগ দেওয়া হবে। ক্র পদের নাম বিষয় সংখ্যা শিক্ষাগত যোগ্যতা ০১ প্রধান শিক্ষক ও সহ প্রধান শিক্ষক ০১ অনার্স, মাস্টার্স অভিজ্ঞতাসম্পন্ন ০২ সহকারী শিক্ষক বাংলা, গণিত, ইংরেজী, কম্পিউটার ০৪ বি.এ অনার্স, মাস্টার্স ০৩ দপ্তরি ০১ অষ্টম শ্রেণী ০৪ আয়া ০১ অষ্টম শ্রেণী পাস আগ্রহী প্রার্থীদের স্ব-হস্তলিখিত আবেদনপত্র ও প্রয়োজনীয় কাগজপত্রসহ যোগাযোগ করুন। মোবাইল: ০১৭১৬-৫৪২২৪৩/০১৭৩৪-৩৮৭৬৬২ (787, 460, 1146, 905)
news-column-2 (233, 128, 609, 1045)
table-cell: ১,২৫,০০০/- (1443, 1934, 1514, 1951)
drop-box-list (796, 2248, 933, 2300)
ad-chatal: চাতাল বিক্রয় কাজিপুর, সোনামুখি এলাকায় বিদ্যুৎ সংযোগসহ চাতাল বিক্রয় হবে। যোগাযোগ: ০১৭৬৬-৩৩৯৭৭৫ সোনামুখি, কাজিপুর, সিরাজগঞ্জ (233, 1193, 408, 1335)
table-row (797, 2225, 1514, 2242)
article-body: তোলো প্রাপ্তির ছবেদা আলীর বিশিষ্ট জায়গায় অবস্থিত আলীম মাদ্রাসা। স্থানীয়দের অভিযোগ, মাদ্রাসার পরিচালনা পরিষদের সভাপতি ও সুপারের স্বেচ্ছাচারিতায় প্রতিষ্ঠানটি ধ্বংসের পথে। শিক্ষার্থীরা জানায়, নিয়মিত ক্লাস হয় না এবং শিক্ষকরা সময়মতো আসেন না। অভিভাবকরা বিষয়টি উপজেলা নির্বাহী কর্মকর্তাকে লিখিতভাবে জানিয়েছেন। উপজেলা মাধ্যমিক শিক্ষা কর্মকর্তা বলেন, অভিযোগ পেয়েছি, তদন্ত করে প্রয়োজনীয় ব্যবস্থা গ্রহণ করা হবে। (624, 176, 779, 382)
table-cell: তিলকপুর (832, 2094, 917, 2110)
table-cell: ১৭ (797, 2158, 833, 2174)
ad-court-298: অর্থ ঋণ আদালত আইন ২০০৩-এরধারা ৭(৩)-এরবিধান মতে বিবাদীর প্রতি পত্রিকার মাধ্যমে সমন জারীর নিমিত্ত বিজ্ঞপ্তি জজ, অর্থ ঋণ আদালত, বগুড়া অর্থ ঋণ মামলা নং-২৯৮/২০২৩ রাজশাহী কৃষি উন্নয়ন ব্যাংক, দুপচাঁচিয়া শাখা, পোঃ দুপচাঁচিয়া, থানা-দুপচাঁচিয়া, জেলা-বগুড়া এর পক্ষে ব্যবস্থাপক। বনাম ১। মোঃ রাশেদ রানা, পিতা-মৃত মোশারফ হোসেন, ২। মোছাঃ জাহানারা বেগম, স্বামী-মৃত মোশারফ হোসেন, উভয়ের সাকিন-ফিরোজপুর, পোঃ-জিয়ানগর, থানা-দুপচাঁচিয়া, জেলা-বগুড়া। এতদ্বারা উপরে বর্ণিত বিবাদীগণকে জানানো যাইতেছে যে, আপনাদের নিকট বিগত ২২/১১/২০২৩ ইং তারিখ পর্যন্ত বাদী ব্যাংক পাওনা ৪,৯৪,৯১২/৬৪ টাকা আদায়ের নিমিত্তে অর্থ ঋণ আদালতে মামলা দায়ের করা হইয়াছে। মামলার পরবর্তী তারিখ ০৩/০৪/২০২৪ ইং ধার্য আছে। ধার্য তারিখে সকাল ৯.৩০ ঘটিকায় আদালতে হাজির হইয়া লিখিত জবাব দাখিল করিবেন। অন্যথায় আপনাদের বিরুদ্ধে একতরফা শুনানী হইবে। ✍ মোহাম্মদ মনিরুজ্জামান জজ অর্থঋণ আদালত, বগুড়া (1153, 536, 1523, 1254)
table-cell: ক্র (795, 362, 814, 378)
table-cell: ক্ষেতলাল (917, 2174, 998, 2190)
table-cell: পাঁচবিবি (917, 1966, 998, 1982)
vacancy-table (794, 361, 1140, 394)
table-cell: গ্রেড-২০ (969, 377, 1022, 394)
article-body: গোপন সংবাদের ভিত্তিতে অভিযান চালিয়ে পর্নোগ্রাফি সিডি ও মেমোরি কার্ড সহ একজনকে গ্রেফতার করে পুলিশ। ধামইরহাট থানার ভারপ্রাপ্ত কর্মকর্তা জানান, আটককৃতের বিরুদ্ধে পর্নোগ্রাফি নিয়ন্ত্রণ আইনে মামলা রুজু করা হয়েছে এবং তাকে আদালতে সোপর্দ করা হয়েছে। (51, 1238, 219, 1364)
table-cell: ০৬/০৩/২০২৪ খ্রিঃ দুপুর ০১.০০ ঘটিকা (1109, 2210, 1514, 2226)
table-cell: মৌজা-ঝিনাইদহ, দাগ নং-৩১৮ (1232, 2078, 1443, 2094)
table-cell: দপ্তরি (812, 650, 906, 666)
